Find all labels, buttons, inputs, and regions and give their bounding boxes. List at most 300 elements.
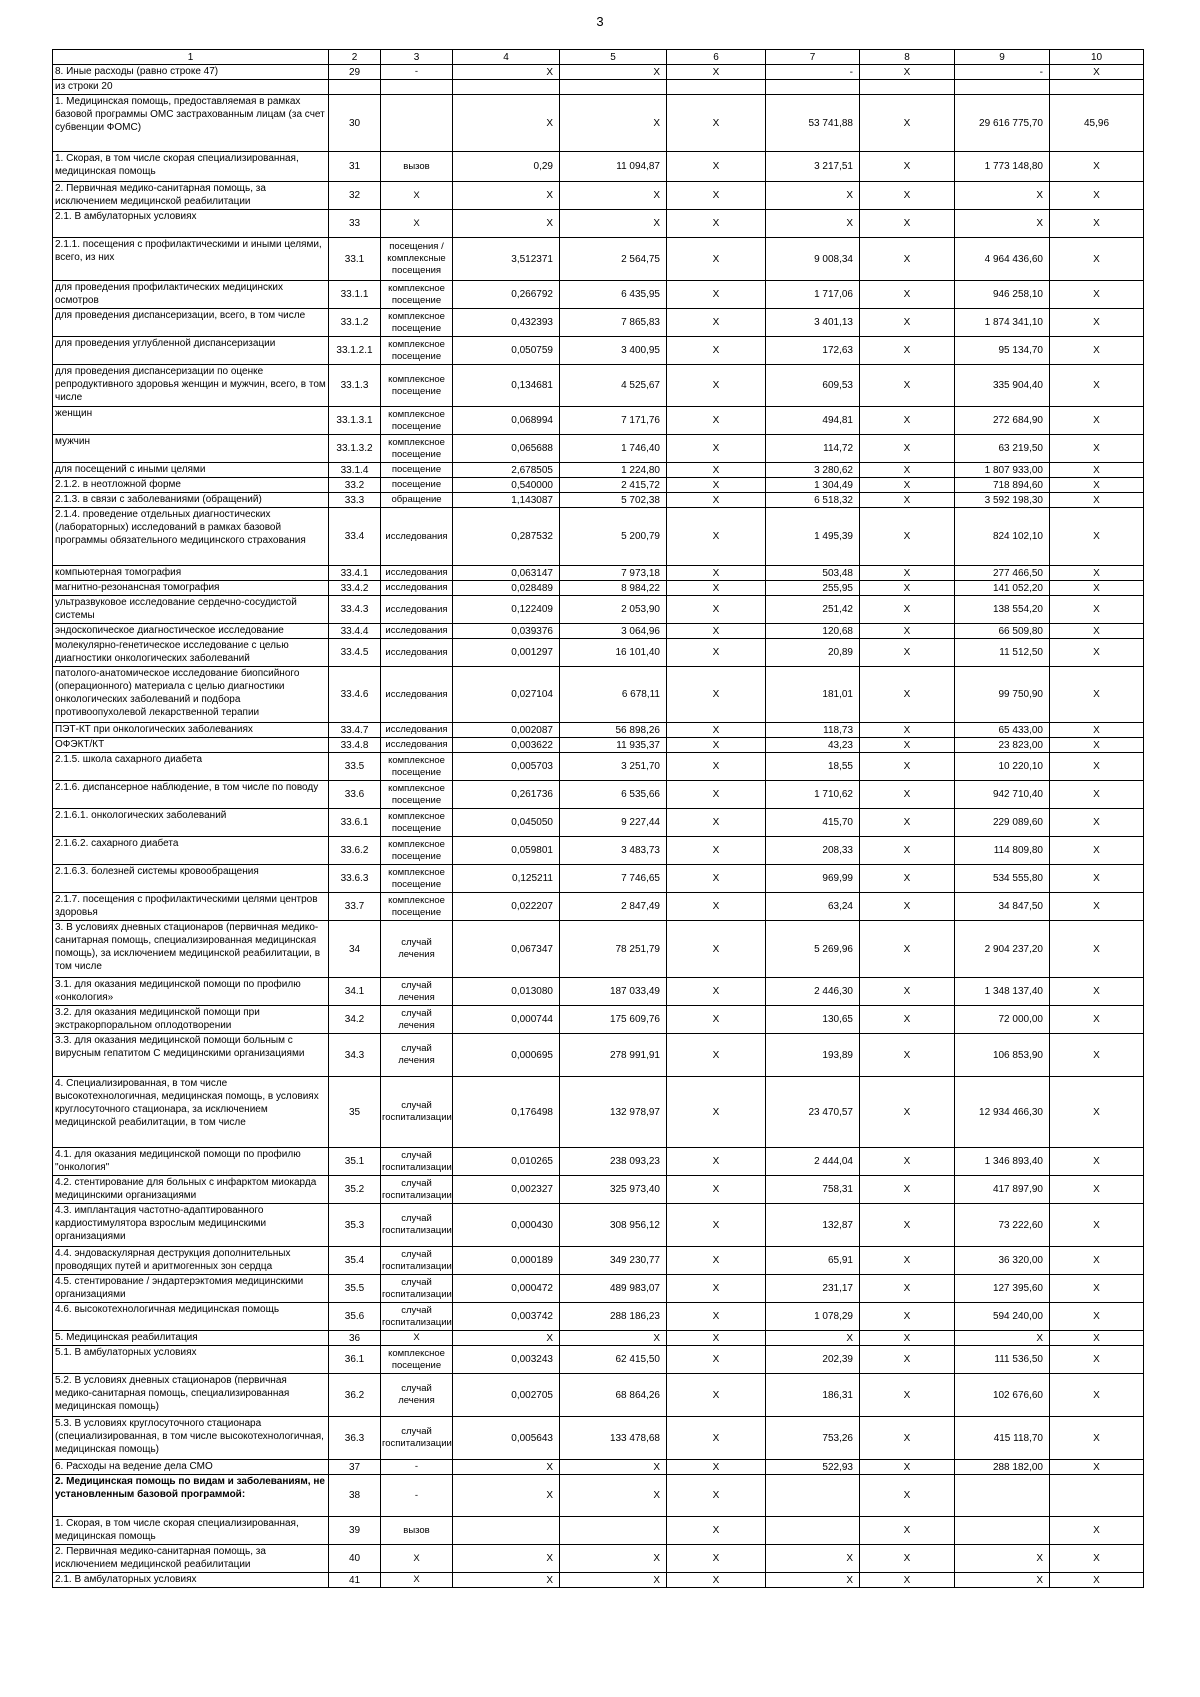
cell-col-6: X: [667, 1303, 766, 1331]
cell-cost-norm: 68 864,26: [560, 1374, 667, 1417]
cell-volume-norm: 0,29: [453, 152, 560, 182]
header-row: [53, 50, 1144, 65]
cell-col-6: X: [667, 723, 766, 738]
cell-cost-norm: 349 230,77: [560, 1247, 667, 1275]
cell-per-capita: 20,89: [766, 639, 860, 667]
cell-share: X: [1050, 1460, 1144, 1475]
table-row: [53, 508, 1144, 566]
cell-col-8: X: [860, 1204, 955, 1247]
table-row: [53, 738, 1144, 753]
cell-col-8: X: [860, 723, 955, 738]
cell-total-cost: 415 118,70: [955, 1417, 1050, 1460]
cell-volume-norm: 0,000744: [453, 1006, 560, 1034]
cell-volume-norm: 0,002327: [453, 1176, 560, 1204]
cell-col-6: X: [667, 1346, 766, 1374]
cell-per-capita: 1 717,06: [766, 281, 860, 309]
cell-row-code: 33.4.3: [329, 596, 381, 624]
cell-row-code: 33.2: [329, 478, 381, 493]
cell-row-label: для проведения углубленной диспансеризации: [53, 337, 329, 365]
cell-cost-norm: X: [560, 182, 667, 210]
cell-total-cost: 4 964 436,60: [955, 238, 1050, 281]
cell-row-label: 4. Специализированная, в том числе высокотехнологичная, медицинская помощь, в условиях круглосуточного стационара, за исключением медицинской реабилитации, в том числе: [53, 1077, 329, 1148]
cell-total-cost: 1 773 148,80: [955, 152, 1050, 182]
cell-unit: случай госпитализации: [381, 1148, 453, 1176]
cell-col-8: X: [860, 893, 955, 921]
table-row: [53, 309, 1144, 337]
cell-per-capita: 63,24: [766, 893, 860, 921]
cell-unit: случай лечения: [381, 978, 453, 1006]
cell-share: X: [1050, 1034, 1144, 1077]
table-row: [53, 1374, 1144, 1417]
cell-per-capita: 18,55: [766, 753, 860, 781]
cell-total-cost: 11 512,50: [955, 639, 1050, 667]
cell-cost-norm: 278 991,91: [560, 1034, 667, 1077]
cell-per-capita: X: [766, 1331, 860, 1346]
cell-share: X: [1050, 309, 1144, 337]
cell-volume-norm: X: [453, 1573, 560, 1588]
cell-total-cost: 34 847,50: [955, 893, 1050, 921]
cell-row-code: 33.6.3: [329, 865, 381, 893]
cell-share: X: [1050, 581, 1144, 596]
cell-row-label: 2.1.6.1. онкологических заболеваний: [53, 809, 329, 837]
cell-per-capita: 255,95: [766, 581, 860, 596]
cell-cost-norm: 9 227,44: [560, 809, 667, 837]
cell-col-8: X: [860, 1460, 955, 1475]
table-row: [53, 921, 1144, 978]
cell-col-8: X: [860, 581, 955, 596]
cell-row-label: компьютерная томография: [53, 566, 329, 581]
cell-cost-norm: 7 746,65: [560, 865, 667, 893]
cell-row-label: мужчин: [53, 435, 329, 463]
cell-cost-norm: 2 847,49: [560, 893, 667, 921]
cell-col-6: X: [667, 1006, 766, 1034]
cell-unit: исследования: [381, 738, 453, 753]
cell-row-code: 33.4.4: [329, 624, 381, 639]
cell-row-label: 2. Первичная медико-санитарная помощь, за исключением медицинской реабилитации: [53, 1545, 329, 1573]
cell-cost-norm: [560, 80, 667, 95]
cell-total-cost: 23 823,00: [955, 738, 1050, 753]
cell-row-code: 33.1.2: [329, 309, 381, 337]
cell-row-label: 4.4. эндоваскулярная деструкция дополнительных проводящих путей и аритмогенных зон сердца: [53, 1247, 329, 1275]
table-row: [53, 337, 1144, 365]
cell-per-capita: 1 710,62: [766, 781, 860, 809]
cell-unit: исследования: [381, 581, 453, 596]
column-header: 4: [453, 50, 560, 65]
cell-per-capita: 172,63: [766, 337, 860, 365]
cell-col-6: X: [667, 1475, 766, 1517]
cell-total-cost: 335 904,40: [955, 365, 1050, 407]
cell-share: X: [1050, 1006, 1144, 1034]
cell-cost-norm: 2 564,75: [560, 238, 667, 281]
cell-col-6: X: [667, 1545, 766, 1573]
cell-volume-norm: 0,000430: [453, 1204, 560, 1247]
cell-per-capita: [766, 1475, 860, 1517]
cell-row-code: 33: [329, 210, 381, 238]
cell-row-code: 33.4.7: [329, 723, 381, 738]
cell-unit: комплексное посещение: [381, 865, 453, 893]
cell-share: [1050, 80, 1144, 95]
cell-col-8: X: [860, 1247, 955, 1275]
table-row: [53, 781, 1144, 809]
cell-col-6: X: [667, 407, 766, 435]
cell-share: X: [1050, 365, 1144, 407]
cell-total-cost: 594 240,00: [955, 1303, 1050, 1331]
cell-col-6: X: [667, 738, 766, 753]
cell-col-6: X: [667, 1077, 766, 1148]
cell-row-code: 33.1.2.1: [329, 337, 381, 365]
cell-col-8: X: [860, 1331, 955, 1346]
cell-per-capita: 231,17: [766, 1275, 860, 1303]
cell-col-8: X: [860, 753, 955, 781]
cell-col-6: X: [667, 1517, 766, 1545]
cell-share: X: [1050, 1417, 1144, 1460]
cell-unit: комплексное посещение: [381, 281, 453, 309]
cell-row-code: 35.4: [329, 1247, 381, 1275]
cell-total-cost: 95 134,70: [955, 337, 1050, 365]
cell-row-label: 2.1.6.3. болезней системы кровообращения: [53, 865, 329, 893]
cell-per-capita: 208,33: [766, 837, 860, 865]
cell-col-8: X: [860, 1275, 955, 1303]
cell-col-6: X: [667, 365, 766, 407]
cell-total-cost: 1 874 341,10: [955, 309, 1050, 337]
cell-volume-norm: 0,063147: [453, 566, 560, 581]
cell-row-label: для проведения диспансеризации, всего, в том числе: [53, 309, 329, 337]
cell-row-code: 30: [329, 95, 381, 152]
cell-volume-norm: 0,000189: [453, 1247, 560, 1275]
table-row: [53, 1034, 1144, 1077]
cell-row-code: 33.1.3.2: [329, 435, 381, 463]
cell-row-label: для посещений с иными целями: [53, 463, 329, 478]
cell-unit: исследования: [381, 596, 453, 624]
cell-volume-norm: [453, 80, 560, 95]
cell-unit: [381, 80, 453, 95]
cell-unit: комплексное посещение: [381, 837, 453, 865]
cell-per-capita: 969,99: [766, 865, 860, 893]
cell-per-capita: 758,31: [766, 1176, 860, 1204]
cell-row-label: 2.1.5. школа сахарного диабета: [53, 753, 329, 781]
cell-per-capita: 118,73: [766, 723, 860, 738]
cell-share: X: [1050, 1247, 1144, 1275]
cell-row-code: 35.2: [329, 1176, 381, 1204]
table-row: [53, 407, 1144, 435]
cell-col-6: X: [667, 65, 766, 80]
cell-col-6: X: [667, 210, 766, 238]
cell-total-cost: 12 934 466,30: [955, 1077, 1050, 1148]
cell-col-8: X: [860, 639, 955, 667]
table-body: [53, 50, 1144, 1588]
cell-col-8: X: [860, 667, 955, 723]
cell-volume-norm: 0,013080: [453, 978, 560, 1006]
cell-total-cost: 65 433,00: [955, 723, 1050, 738]
cell-cost-norm: 133 478,68: [560, 1417, 667, 1460]
cell-volume-norm: 0,000695: [453, 1034, 560, 1077]
cell-unit: комплексное посещение: [381, 809, 453, 837]
cell-unit: случай лечения: [381, 921, 453, 978]
cell-cost-norm: 5 702,38: [560, 493, 667, 508]
cell-per-capita: 186,31: [766, 1374, 860, 1417]
cell-per-capita: 120,68: [766, 624, 860, 639]
table-row: [53, 1545, 1144, 1573]
cell-volume-norm: X: [453, 1460, 560, 1475]
cell-col-8: X: [860, 809, 955, 837]
cell-volume-norm: 0,125211: [453, 865, 560, 893]
cell-share: X: [1050, 463, 1144, 478]
cell-per-capita: 2 446,30: [766, 978, 860, 1006]
cell-share: X: [1050, 182, 1144, 210]
cell-row-label: 8. Иные расходы (равно строке 47): [53, 65, 329, 80]
cell-row-code: 33.1.1: [329, 281, 381, 309]
cell-cost-norm: X: [560, 1475, 667, 1517]
cell-unit: случай госпитализации: [381, 1417, 453, 1460]
table-row: [53, 837, 1144, 865]
cell-per-capita: 3 217,51: [766, 152, 860, 182]
cell-row-label: женщин: [53, 407, 329, 435]
cell-unit: исследования: [381, 667, 453, 723]
cell-row-code: 33.5: [329, 753, 381, 781]
cell-volume-norm: 0,050759: [453, 337, 560, 365]
cell-unit: комплексное посещение: [381, 365, 453, 407]
cell-per-capita: [766, 80, 860, 95]
cell-total-cost: X: [955, 1545, 1050, 1573]
cell-col-8: X: [860, 407, 955, 435]
table-row: [53, 1475, 1144, 1517]
cell-unit: -: [381, 1475, 453, 1517]
table-row: [53, 566, 1144, 581]
cell-total-cost: 718 894,60: [955, 478, 1050, 493]
cell-row-label: 2.1. В амбулаторных условиях: [53, 210, 329, 238]
page-number: 3: [596, 14, 604, 29]
cell-unit: комплексное посещение: [381, 1346, 453, 1374]
cell-row-code: 32: [329, 182, 381, 210]
cell-row-label: ПЭТ-КТ при онкологических заболеваниях: [53, 723, 329, 738]
cell-share: X: [1050, 809, 1144, 837]
table-row: [53, 1247, 1144, 1275]
cell-volume-norm: 0,003243: [453, 1346, 560, 1374]
cell-col-8: X: [860, 1417, 955, 1460]
cell-row-code: 37: [329, 1460, 381, 1475]
cell-col-8: X: [860, 1176, 955, 1204]
cell-unit: X: [381, 182, 453, 210]
cell-unit: случай госпитализации: [381, 1204, 453, 1247]
cell-col-6: X: [667, 639, 766, 667]
cell-col-6: X: [667, 478, 766, 493]
cell-per-capita: 415,70: [766, 809, 860, 837]
cell-cost-norm: 8 984,22: [560, 581, 667, 596]
cell-volume-norm: X: [453, 1331, 560, 1346]
cell-unit: обращение: [381, 493, 453, 508]
cell-share: X: [1050, 493, 1144, 508]
cell-total-cost: 127 395,60: [955, 1275, 1050, 1303]
cell-total-cost: 99 750,90: [955, 667, 1050, 723]
cell-total-cost: 73 222,60: [955, 1204, 1050, 1247]
cell-total-cost: -: [955, 65, 1050, 80]
cell-col-6: X: [667, 493, 766, 508]
cell-row-label: ультразвуковое исследование сердечно-сосудистой системы: [53, 596, 329, 624]
cell-share: X: [1050, 1517, 1144, 1545]
cell-row-code: 34.3: [329, 1034, 381, 1077]
cell-col-8: X: [860, 238, 955, 281]
cell-per-capita: 3 401,13: [766, 309, 860, 337]
cell-col-8: X: [860, 337, 955, 365]
cell-unit: исследования: [381, 624, 453, 639]
table-row: [53, 624, 1144, 639]
cell-total-cost: X: [955, 1331, 1050, 1346]
cell-row-code: 33.4.2: [329, 581, 381, 596]
cell-row-label: 4.3. имплантация частотно-адаптированного кардиостимулятора взрослым медицинскими организациями: [53, 1204, 329, 1247]
cell-cost-norm: 4 525,67: [560, 365, 667, 407]
table-row: [53, 1331, 1144, 1346]
cell-unit: комплексное посещение: [381, 893, 453, 921]
cell-total-cost: 72 000,00: [955, 1006, 1050, 1034]
cell-total-cost: 10 220,10: [955, 753, 1050, 781]
cell-row-label: 3.3. для оказания медицинской помощи больным с вирусным гепатитом С медицинскими организациями: [53, 1034, 329, 1077]
cell-cost-norm: 11 935,37: [560, 738, 667, 753]
cell-per-capita: 130,65: [766, 1006, 860, 1034]
cell-total-cost: [955, 1517, 1050, 1545]
cell-per-capita: 609,53: [766, 365, 860, 407]
cell-cost-norm: 175 609,76: [560, 1006, 667, 1034]
cell-col-6: X: [667, 337, 766, 365]
cell-unit: X: [381, 1573, 453, 1588]
cell-row-code: 33.6: [329, 781, 381, 809]
cell-row-label: 2.1.7. посещения с профилактическими целями центров здоровья: [53, 893, 329, 921]
cell-col-8: X: [860, 1303, 955, 1331]
cell-row-label: 5. Медицинская реабилитация: [53, 1331, 329, 1346]
cell-col-6: X: [667, 1417, 766, 1460]
cell-volume-norm: 0,001297: [453, 639, 560, 667]
cell-col-8: X: [860, 1374, 955, 1417]
cell-share: X: [1050, 1077, 1144, 1148]
cell-unit: X: [381, 1545, 453, 1573]
cell-row-label: 1. Медицинская помощь, предоставляемая в рамках базовой программы ОМС застрахованным лицам (за счет субвенции ФОМС): [53, 95, 329, 152]
cell-col-8: X: [860, 738, 955, 753]
cell-col-6: X: [667, 1331, 766, 1346]
cell-cost-norm: 78 251,79: [560, 921, 667, 978]
cell-share: X: [1050, 435, 1144, 463]
cell-cost-norm: 56 898,26: [560, 723, 667, 738]
cell-share: X: [1050, 781, 1144, 809]
cell-row-code: 33.4: [329, 508, 381, 566]
cell-volume-norm: X: [453, 1475, 560, 1517]
cell-cost-norm: 238 093,23: [560, 1148, 667, 1176]
cell-volume-norm: 0,003622: [453, 738, 560, 753]
cell-total-cost: 1 807 933,00: [955, 463, 1050, 478]
cell-unit: исследования: [381, 508, 453, 566]
cell-total-cost: 106 853,90: [955, 1034, 1050, 1077]
cell-total-cost: 29 616 775,70: [955, 95, 1050, 152]
cell-volume-norm: X: [453, 210, 560, 238]
cell-col-6: X: [667, 596, 766, 624]
cell-col-6: X: [667, 667, 766, 723]
cell-volume-norm: 0,432393: [453, 309, 560, 337]
cell-col-6: X: [667, 753, 766, 781]
cell-share: X: [1050, 1176, 1144, 1204]
cell-col-8: X: [860, 1077, 955, 1148]
cell-cost-norm: 7 973,18: [560, 566, 667, 581]
cell-col-8: X: [860, 1148, 955, 1176]
cell-cost-norm: 7 171,76: [560, 407, 667, 435]
cell-col-6: X: [667, 508, 766, 566]
cell-total-cost: 1 346 893,40: [955, 1148, 1050, 1176]
cell-volume-norm: 0,068994: [453, 407, 560, 435]
cell-total-cost: 229 089,60: [955, 809, 1050, 837]
table-row: [53, 1148, 1144, 1176]
cell-volume-norm: 0,176498: [453, 1077, 560, 1148]
cell-share: X: [1050, 1275, 1144, 1303]
cell-row-code: 36.3: [329, 1417, 381, 1460]
cell-row-label: 3.2. для оказания медицинской помощи при экстракорпоральном оплодотворении: [53, 1006, 329, 1034]
cell-col-8: X: [860, 365, 955, 407]
cell-share: X: [1050, 566, 1144, 581]
cell-share: X: [1050, 596, 1144, 624]
cell-share: X: [1050, 508, 1144, 566]
cell-cost-norm: 7 865,83: [560, 309, 667, 337]
table-row: [53, 80, 1144, 95]
cell-cost-norm: 3 064,96: [560, 624, 667, 639]
table-row: [53, 1573, 1144, 1588]
cell-col-8: X: [860, 210, 955, 238]
cell-volume-norm: 0,067347: [453, 921, 560, 978]
cell-cost-norm: 489 983,07: [560, 1275, 667, 1303]
cell-col-8: X: [860, 508, 955, 566]
cell-total-cost: 3 592 198,30: [955, 493, 1050, 508]
cell-total-cost: 824 102,10: [955, 508, 1050, 566]
cell-unit: случай госпитализации: [381, 1303, 453, 1331]
cell-cost-norm: 2 415,72: [560, 478, 667, 493]
cell-col-6: X: [667, 1148, 766, 1176]
cell-row-code: 31: [329, 152, 381, 182]
cell-volume-norm: 0,022207: [453, 893, 560, 921]
cell-per-capita: 181,01: [766, 667, 860, 723]
cell-share: X: [1050, 753, 1144, 781]
cell-cost-norm: X: [560, 1331, 667, 1346]
column-header: 7: [766, 50, 860, 65]
table-row: [53, 493, 1144, 508]
cell-per-capita: 3 280,62: [766, 463, 860, 478]
cell-col-8: X: [860, 978, 955, 1006]
column-header: 9: [955, 50, 1050, 65]
cell-row-code: 34: [329, 921, 381, 978]
cell-col-8: X: [860, 837, 955, 865]
cell-unit: исследования: [381, 639, 453, 667]
cell-col-6: X: [667, 182, 766, 210]
cell-col-6: X: [667, 1247, 766, 1275]
cell-cost-norm: 1 746,40: [560, 435, 667, 463]
cell-share: X: [1050, 738, 1144, 753]
cell-row-label: 3. В условиях дневных стационаров (первичная медико-санитарная помощь, специализированная медицинская помощь), за исключением медицинской реабилитации, в том числе: [53, 921, 329, 978]
cell-total-cost: 272 684,90: [955, 407, 1050, 435]
cell-volume-norm: X: [453, 95, 560, 152]
cell-col-6: X: [667, 1204, 766, 1247]
cell-cost-norm: 11 094,87: [560, 152, 667, 182]
cell-total-cost: 138 554,20: [955, 596, 1050, 624]
cell-share: X: [1050, 893, 1144, 921]
cell-per-capita: 753,26: [766, 1417, 860, 1460]
cell-volume-norm: X: [453, 1545, 560, 1573]
cell-row-code: 33.1: [329, 238, 381, 281]
cell-row-label: 2. Первичная медико-санитарная помощь, за исключением медицинской реабилитации: [53, 182, 329, 210]
cell-row-label: 5.1. В амбулаторных условиях: [53, 1346, 329, 1374]
cell-col-8: X: [860, 309, 955, 337]
cell-volume-norm: 0,028489: [453, 581, 560, 596]
cell-total-cost: 111 536,50: [955, 1346, 1050, 1374]
cell-volume-norm: 0,002705: [453, 1374, 560, 1417]
cell-unit: комплексное посещение: [381, 407, 453, 435]
cell-volume-norm: X: [453, 65, 560, 80]
cell-row-code: 33.4.1: [329, 566, 381, 581]
cell-col-8: X: [860, 1517, 955, 1545]
cell-volume-norm: 3,512371: [453, 238, 560, 281]
